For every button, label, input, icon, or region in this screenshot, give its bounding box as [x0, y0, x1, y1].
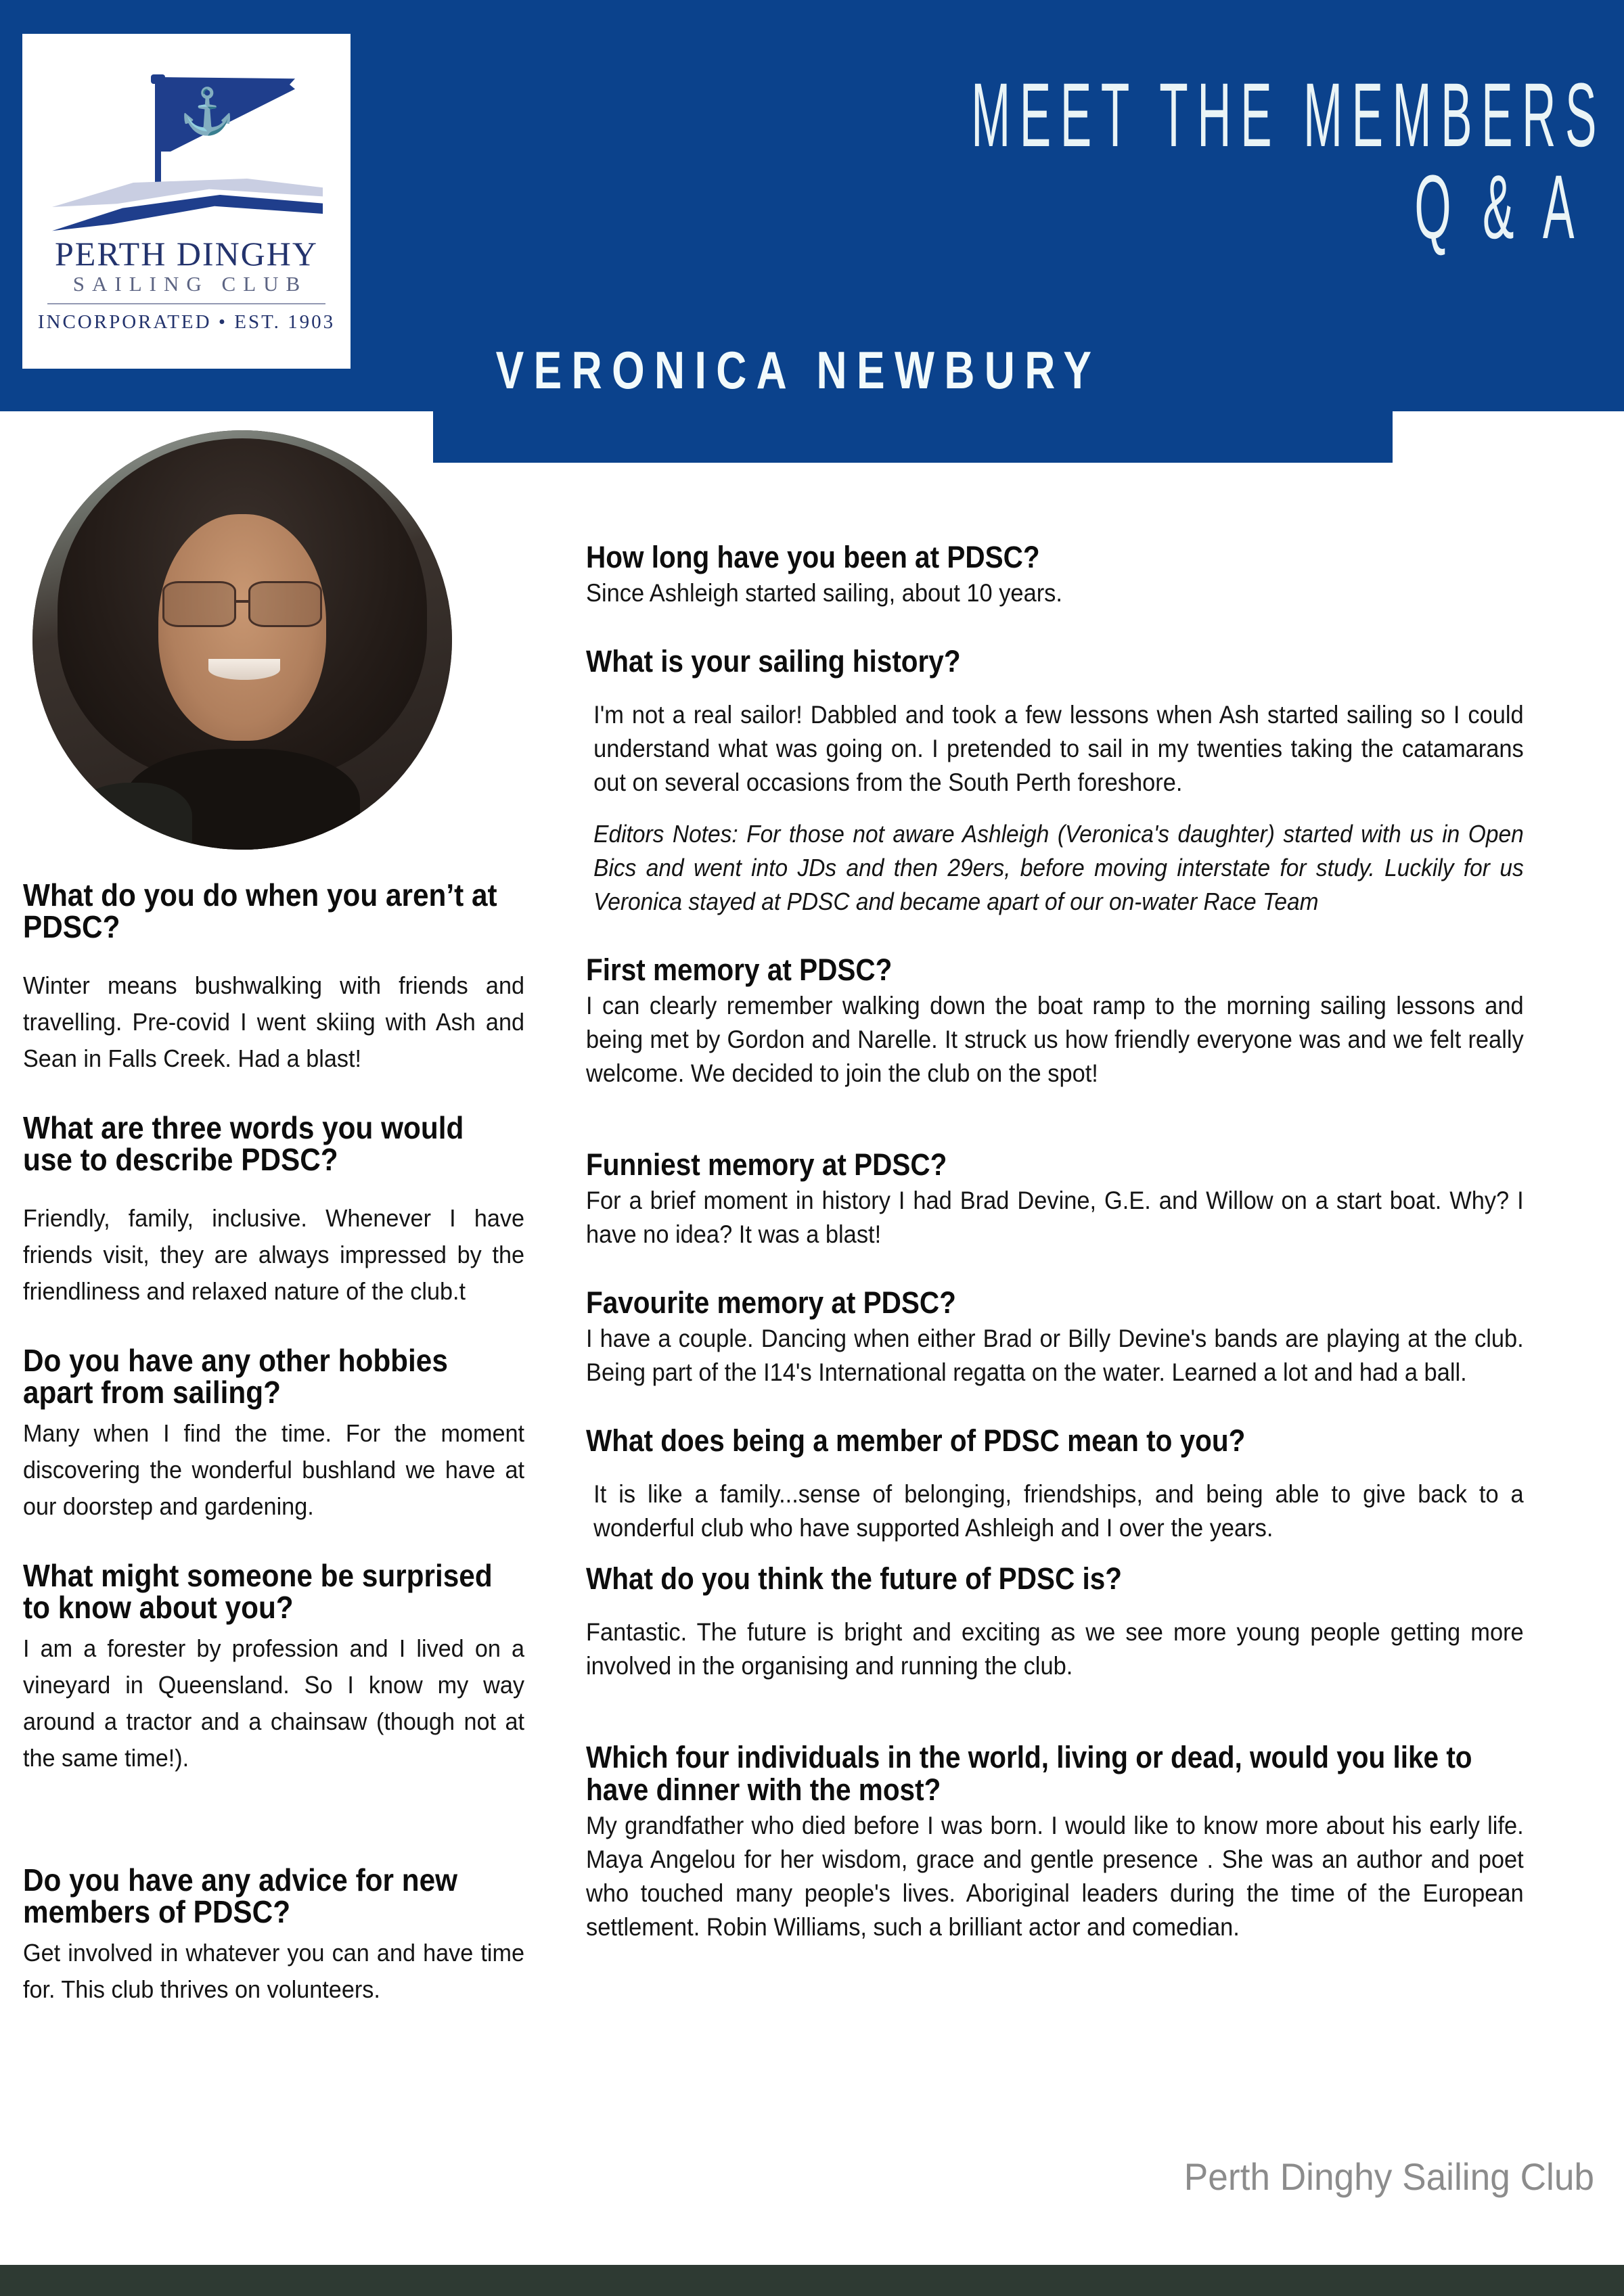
question-heading: What do you do when you aren’t at PDSC?: [23, 877, 497, 944]
qa-block: [23, 1345, 551, 1525]
portrait-smile: [208, 659, 279, 680]
qa-block: [23, 1864, 551, 2008]
answer-text: Fantastic. The future is bright and exciting as we see more young people getting more involved in the organising and running the club.: [586, 1618, 1524, 1680]
question-heading: Do you have any other hobbies apart from sailing?: [23, 1343, 448, 1410]
answer-text: For a brief moment in history I had Brad Devine, G.E. and Willow on a start boat. Why? I have no idea? It was a blast!: [586, 1187, 1524, 1248]
answer-text: I am a forester by profession and I lived on a vineyard in Queensland. So I know my way around a tractor and a chainsaw (though not at the same time!).: [23, 1634, 524, 1772]
qa-block: [586, 1149, 1594, 1252]
qa-block: [23, 879, 551, 1077]
question-heading: What is your sailing history?: [586, 644, 961, 679]
question-heading: What are three words you would use to describe PDSC?: [23, 1110, 464, 1177]
answer-text: Friendly, family, inclusive. Whenever I have friends visit, they are always impressed by the friendliness and relaxed nature of the club.t: [23, 1204, 524, 1305]
answer-text: I'm not a real sailor! Dabbled and took a few lessons when Ash started sailing so I could understand what was going on. I pretended to sail in my twenties taking the catamarans out on several occasions from the South Perth foreshore.: [593, 701, 1524, 796]
portrait-face: [158, 514, 326, 741]
member-portrait: [32, 430, 452, 850]
name-banner-tab: [433, 409, 1393, 463]
answer-text: I can clearly remember walking down the boat ramp to the morning sailing lessons and being met by Gordon and Narelle. It struck us how friendly everyone was and we felt really welcome. We decided to join the club on the spot!: [586, 992, 1524, 1087]
page-subtitle: Q & A: [1414, 157, 1583, 258]
portrait-glasses-bridge: [236, 600, 250, 603]
footer-bar: [0, 2265, 1624, 2296]
question-heading: Which four individuals in the world, living or dead, would you like to have dinner with the most?: [586, 1740, 1472, 1807]
editors-note: Editors Notes: For those not aware Ashleigh (Veronica's daughter) started with us in Open Bics and went into JDs and then 29ers, before moving interstate for study. Luckily for us Veronica stayed at PDSC and became apart of our on-water Race Team: [593, 820, 1524, 915]
club-signature: Perth Dinghy Sailing Club: [1183, 2155, 1594, 2198]
qa-block: [586, 1425, 1594, 1545]
logo-line-1: PERTH DINGHY: [54, 235, 319, 273]
qa-block: [23, 1112, 551, 1310]
qa-block: [586, 1741, 1594, 1944]
member-name: VERONICA NEWBURY: [495, 340, 1102, 400]
answer-text: Since Ashleigh started sailing, about 10 years.: [586, 579, 1062, 607]
header-banner: [0, 0, 1624, 411]
question-heading: How long have you been at PDSC?: [586, 540, 1040, 574]
qa-block: [586, 541, 1594, 610]
question-heading: What does being a member of PDSC mean to you?: [586, 1423, 1246, 1458]
wave-light-icon: [52, 179, 323, 219]
qa-block: [586, 1563, 1594, 1683]
question-heading: What do you think the future of PDSC is?: [586, 1561, 1122, 1596]
page-title: MEET THE MEMBERS: [971, 65, 1606, 166]
qa-block: [586, 1287, 1594, 1390]
answer-text: I have a couple. Dancing when either Brad or Billy Devine's bands are playing at the club. Being part of the I14's International regatta on the water. Learned a lot and had a ball.: [586, 1325, 1524, 1386]
answer-text: Get involved in whatever you can and have time for. This club thrives on volunteers.: [23, 1939, 524, 2003]
left-column: [23, 879, 551, 2008]
answer-text: My grandfather who died before I was born. I would like to know more about his early life. Maya Angelou for her wisdom, grace and gentle presence . She was an author and poet who touched many people's lives. Aboriginal leaders during the time of the European settlement. Robin Williams, such a brilliant actor and comedian.: [586, 1812, 1524, 1941]
answer-text: It is like a family...sense of belonging, friendships, and being able to give back to a wonderful club who have supported Ashleigh and I over the years.: [593, 1480, 1524, 1542]
logo-line-3: INCORPORATED • EST. 1903: [37, 311, 336, 333]
qa-block: [23, 1560, 551, 1776]
question-heading: Do you have any advice for new members of PDSC?: [23, 1862, 458, 1929]
club-logo: [22, 34, 351, 369]
question-heading: Favourite memory at PDSC?: [586, 1285, 956, 1320]
question-heading: Funniest memory at PDSC?: [586, 1147, 947, 1182]
portrait-glasses-left: [162, 581, 236, 627]
question-heading: First memory at PDSC?: [586, 952, 893, 987]
logo-divider: [47, 303, 325, 304]
answer-text: Many when I find the time. For the moment discovering the wonderful bushland we have at our doorstep and gardening.: [23, 1419, 524, 1520]
portrait-glasses-right: [248, 581, 322, 627]
answer-text: Winter means bushwalking with friends and travelling. Pre-covid I went skiing with Ash and Sean in Falls Creek. Had a blast!: [23, 971, 524, 1072]
qa-block: [586, 645, 1594, 919]
anchor-icon: ⚓: [179, 86, 235, 136]
logo-line-2: SAILING CLUB: [72, 272, 308, 296]
qa-block: [586, 954, 1594, 1090]
right-column: [586, 541, 1594, 1944]
question-heading: What might someone be surprised to know about you?: [23, 1558, 493, 1625]
